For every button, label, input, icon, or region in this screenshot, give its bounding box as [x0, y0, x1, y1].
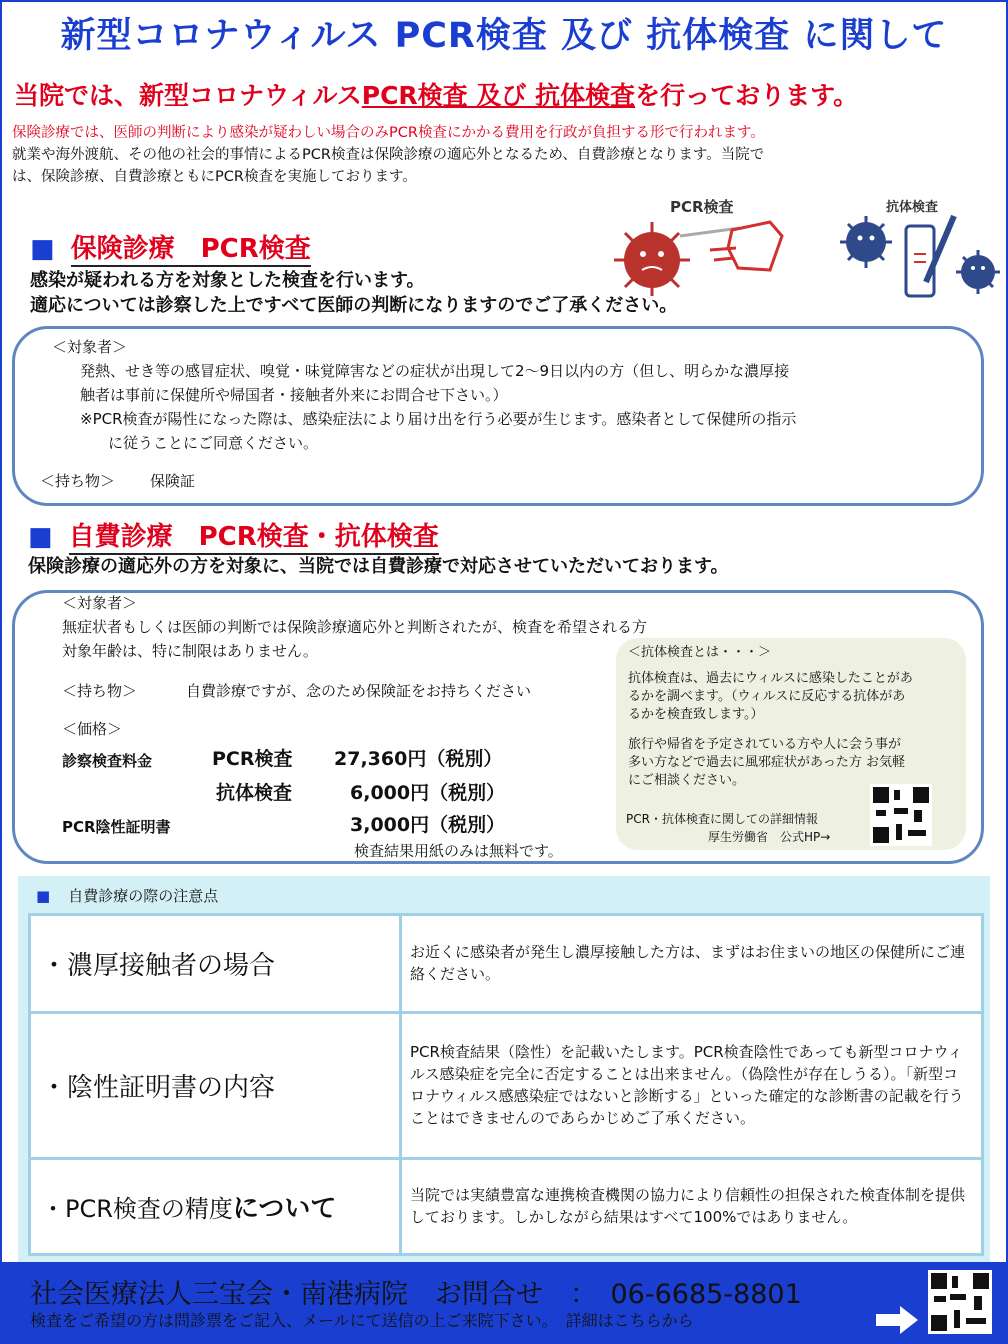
- insurance-heading-text: 保険診療 PCR検査: [71, 234, 311, 267]
- self-pay-heading: [28, 516, 439, 553]
- notes-heading-text: 自費診療の際の注意点: [68, 887, 219, 905]
- subtitle-suffix: を行っております。: [635, 81, 859, 110]
- self-pay-heading-text: 自費診療 PCR検査・抗体検査: [69, 522, 439, 555]
- antibody-info-line: るかを検査致します。）: [628, 707, 764, 722]
- page-subtitle: [14, 76, 858, 112]
- antibody-info-line: 多い方などで過去に風邪症状があった方 お気軽: [628, 755, 906, 770]
- square-bullet-icon: ■: [30, 234, 55, 264]
- intro-line: 就業や海外渡航、その他の社会的事情によるPCR検査は保険診療の適応外となるため、自費診療となります。当院で: [12, 147, 765, 163]
- insurance-heading: [30, 228, 311, 265]
- free-note: 検査結果用紙のみは無料です。: [354, 842, 563, 860]
- note-key-prefix: ・PCR検査の精度: [41, 1195, 233, 1223]
- page-title: 新型コロナウィルス PCR検査 及び 抗体検査 に関して: [60, 16, 948, 56]
- self-pay-target-line: 対象年齢は、特に制限はありません。: [62, 642, 318, 660]
- antibody-illustration-label: 抗体検査: [886, 200, 939, 215]
- insurance-target-label: ＜対象者＞: [52, 338, 128, 356]
- antibody-price-name: 抗体検査: [216, 782, 293, 804]
- virus-test-kit-icon: [836, 210, 1004, 302]
- antibody-info-line: にご相談ください。: [628, 773, 746, 788]
- intro-red-line: 保険診療では、医師の判断により感染が疑わしい場合のみPCR検査にかかる費用を行政が負担する形で行われます。: [12, 125, 765, 141]
- arrow-right-icon[interactable]: [876, 1306, 918, 1334]
- antibody-illustration: [836, 196, 1004, 302]
- square-bullet-icon: ■: [36, 887, 51, 905]
- notes-table: [28, 913, 984, 1256]
- self-pay-bring-label: ＜持ち物＞: [62, 682, 138, 700]
- note-value: 当院では実績豊富な連携検査機関の協力により信頼性の担保された検査体制を提供しております。しかしながら結果はすべて100%ではありません。: [401, 1159, 983, 1255]
- pcr-price: 27,360円（税別）: [334, 748, 503, 770]
- note-key: [30, 1159, 401, 1255]
- cert-label: PCR陰性証明書: [62, 818, 171, 836]
- insurance-target-line: 触者は事前に保健所や帰国者・接触者外来にお問合せ下さい。）: [80, 386, 508, 404]
- footer-qr-code-icon[interactable]: [928, 1270, 992, 1334]
- insurance-note-line: ※PCR検査が陽性になった際は、感染症法により届け出を行う必要が生じます。感染者として保健所の指示: [80, 410, 797, 428]
- insurance-target-line: 発熱、せき等の感冒症状、嗅覚・味覚障害などの症状が出現して2～9日以内の方（但し、明らかな濃厚接: [80, 362, 790, 380]
- note-key: ・陰性証明書の内容: [30, 1013, 401, 1159]
- antibody-info-panel: [616, 638, 966, 850]
- insurance-line: 適応については診察した上ですべて医師の判断になりますのでご了承ください。: [30, 295, 678, 316]
- cert-price: 3,000円（税別）: [350, 814, 506, 836]
- notes-heading: [36, 885, 218, 906]
- self-pay-bring-value: 自費診療ですが、念のため保険証をお持ちください: [186, 682, 532, 700]
- intro-line: は、保険診療、自費診療ともにPCR検査を実施しております。: [12, 169, 417, 185]
- insurance-description: [30, 268, 677, 318]
- antibody-info-line: 抗体検査は、過去にウィルスに感染したことがあ: [628, 671, 913, 686]
- mhlw-link-arrow[interactable]: 厚生労働省 公式HP→: [708, 830, 831, 844]
- antibody-price: 6,000円（税別）: [350, 782, 506, 804]
- fee-label: 診察検査料金: [62, 752, 153, 770]
- footer-instructions: 検査をご希望の方は問診票をご記入、メールにて送信の上ご来院下さい。 詳細はこちらから: [30, 1311, 694, 1330]
- note-key-suffix: について: [232, 1194, 337, 1224]
- self-pay-description: 保険診療の適応外の方を対象に、当院では自費診療で対応させていただいております。: [28, 556, 729, 577]
- note-key: ・濃厚接触者の場合: [30, 915, 401, 1013]
- note-value: PCR検査結果（陰性）を記載いたします。PCR検査陰性であっても新型コロナウィルス感染症を完全に否定することは出来ません。（偽陰性が存在しうる）。「新型コロナウィルス感感染症ではないと診断する」といった確定的な診断書の記載を行うことはできませんのであらかじめご了承ください。: [401, 1013, 983, 1159]
- antibody-info-title: ＜抗体検査とは・・・＞: [628, 645, 772, 660]
- intro-text: [12, 122, 997, 188]
- square-bullet-icon: ■: [28, 522, 53, 552]
- insurance-bring-label: ＜持ち物＞: [40, 472, 116, 490]
- pcr-illustration-label: PCR検査: [670, 198, 734, 216]
- table-row: [30, 915, 983, 1013]
- mhlw-qr-code-icon[interactable]: [870, 784, 932, 846]
- pcr-price-name: PCR検査: [212, 748, 293, 770]
- insurance-note-line: に従うことにご同意ください。: [108, 434, 319, 452]
- price-label: ＜価格＞: [62, 720, 123, 738]
- subtitle-underlined: PCR検査 及び 抗体検査: [361, 81, 636, 110]
- table-row: [30, 1013, 983, 1159]
- table-row: [30, 1159, 983, 1255]
- subtitle-prefix: 当院では、新型コロナウィルス: [14, 81, 362, 110]
- note-value: お近くに感染者が発生し濃厚接触した方は、まずはお住まいの地区の保健所にご連絡ください。: [401, 915, 983, 1013]
- insurance-line: 感染が疑われる方を対象とした検査を行います。: [30, 270, 425, 291]
- antibody-info-line: るかを調べます。（ウィルスに反応する抗体があ: [628, 689, 906, 704]
- self-pay-target-label: ＜対象者＞: [62, 594, 138, 612]
- mhlw-link-label[interactable]: PCR・抗体検査に関しての詳細情報: [626, 812, 818, 826]
- footer-contact: 社会医療法人三宝会・南港病院 お問合せ ： 06-6685-8801: [30, 1279, 802, 1310]
- antibody-info-line: 旅行や帰省を予定されている方や人に会う事が: [628, 737, 902, 752]
- insurance-bring-value: 保険証: [150, 472, 196, 490]
- self-pay-target-line: 無症状者もしくは医師の判断では保険診療適応外と判断されたが、検査を希望される方: [62, 618, 648, 636]
